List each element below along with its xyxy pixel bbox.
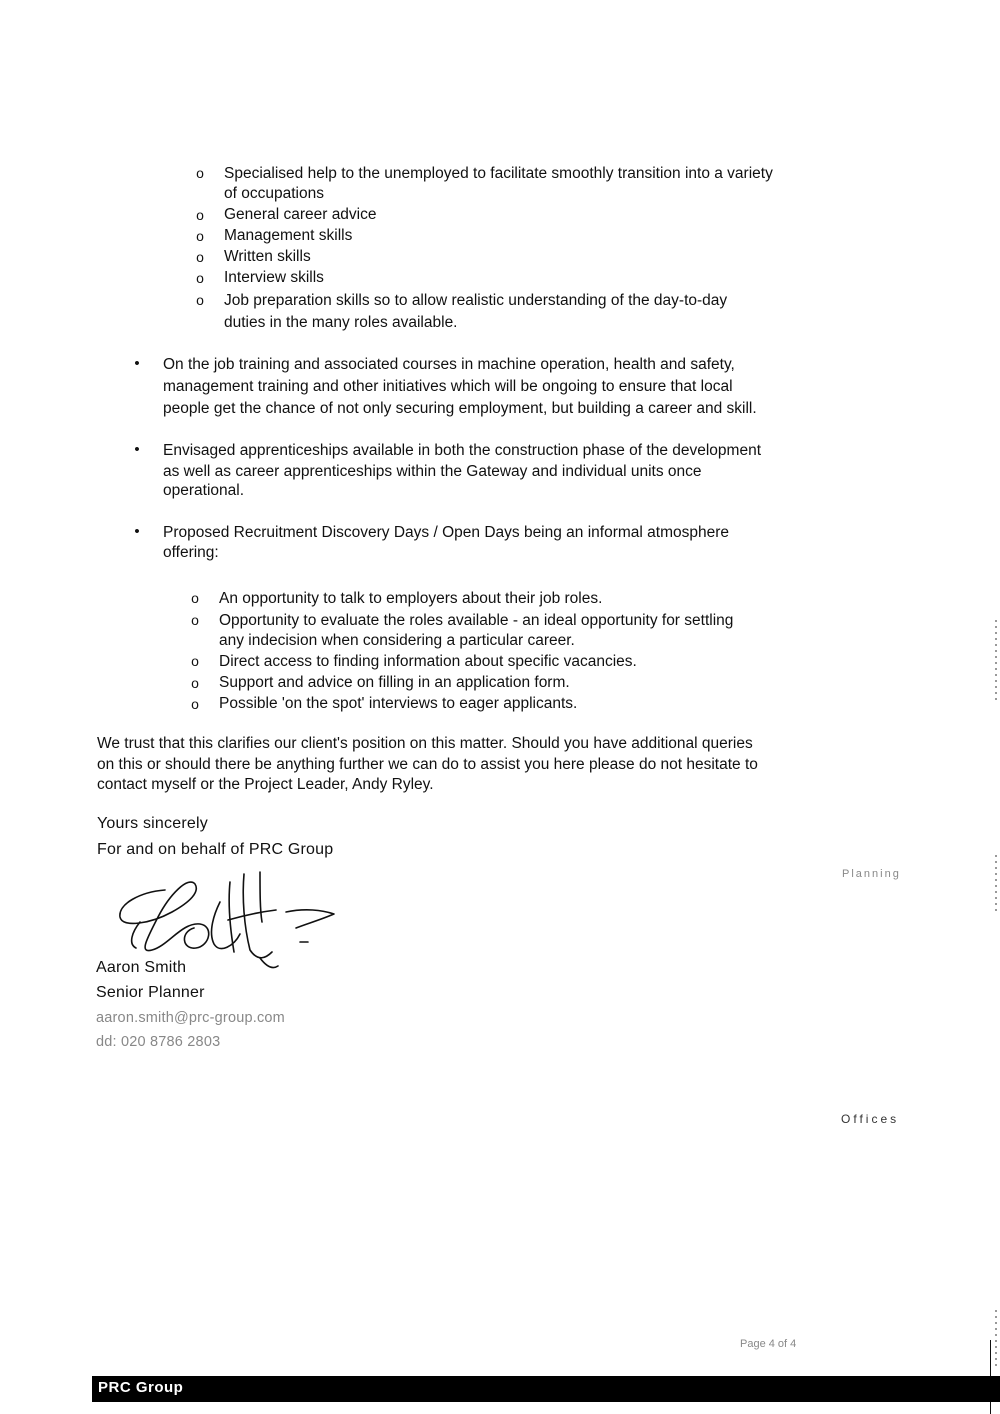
list-marker: o	[191, 590, 199, 606]
list-marker: o	[196, 270, 204, 286]
list-item-text: Support and advice on filling in an application form.	[219, 674, 570, 691]
signatory-title: Senior Planner	[96, 984, 205, 1001]
bullet-marker: •	[134, 441, 140, 458]
list-item-text: Job preparation skills so to allow realistic understanding of the day-to-day	[224, 292, 728, 309]
list-item-text: any indecision when considering a particular career.	[219, 632, 575, 649]
page-number: Page 4 of 4	[740, 1338, 797, 1350]
scan-artifact	[995, 855, 997, 915]
list-marker: o	[196, 249, 204, 265]
paragraph-line: contact myself or the Project Leader, Andy Ryley.	[97, 776, 434, 793]
list-item-text: Possible 'on the spot' interviews to eager applicants.	[219, 695, 578, 712]
bullet-text: as well as career apprenticeships within the Gateway and individual units once	[163, 463, 702, 480]
scan-artifact	[995, 620, 997, 700]
list-marker: o	[191, 653, 199, 669]
bullet-text: offering:	[163, 544, 219, 561]
list-item-text: duties in the many roles available.	[224, 314, 458, 331]
list-item-text: An opportunity to talk to employers about their job roles.	[219, 590, 603, 607]
footer-brand: PRC Group	[98, 1379, 184, 1396]
list-item-text: of occupations	[224, 185, 324, 202]
margin-label-offices: Offices	[841, 1112, 900, 1126]
signatory-email[interactable]: aaron.smith@prc-group.com	[96, 1010, 285, 1026]
list-item-text: Specialised help to the unemployed to facilitate smoothly transition into a variety	[224, 165, 773, 182]
paragraph-line: on this or should there be anything further we can do to assist you here please do not hesitate to	[97, 756, 758, 773]
list-marker: o	[191, 612, 199, 628]
signatory-phone: dd: 020 8786 2803	[96, 1034, 221, 1050]
signoff-line: For and on behalf of PRC Group	[97, 841, 334, 858]
footer-bar	[92, 1376, 1000, 1402]
bullet-text: On the job training and associated courses in machine operation, health and safety,	[163, 356, 735, 373]
bullet-marker: •	[134, 523, 140, 540]
signatory-name: Aaron Smith	[96, 959, 187, 976]
list-item-text: General career advice	[224, 206, 377, 223]
margin-label-planning: Planning	[842, 868, 901, 880]
list-item-text: Written skills	[224, 248, 311, 265]
scan-artifact	[995, 1310, 997, 1370]
list-marker: o	[196, 165, 204, 181]
list-item-text: Interview skills	[224, 269, 324, 286]
bullet-text: people get the chance of not only securing employment, but building a career and skill.	[163, 400, 757, 417]
list-marker: o	[191, 696, 199, 712]
bullet-marker: •	[134, 355, 140, 372]
paragraph-line: We trust that this clarifies our client's position on this matter. Should you have additional queries	[97, 735, 753, 752]
list-item-text: Management skills	[224, 227, 353, 244]
list-item-text: Direct access to finding information about specific vacancies.	[219, 653, 637, 670]
bullet-text: operational.	[163, 482, 245, 499]
list-item-text: Opportunity to evaluate the roles available - an ideal opportunity for settling	[219, 612, 734, 629]
list-marker: o	[196, 228, 204, 244]
signoff-line: Yours sincerely	[97, 815, 208, 832]
bullet-text: Proposed Recruitment Discovery Days / Open Days being an informal atmosphere	[163, 524, 730, 541]
list-marker: o	[196, 207, 204, 223]
list-marker: o	[191, 675, 199, 691]
list-marker: o	[196, 292, 204, 308]
bullet-text: management training and other initiatives which will be ongoing to ensure that local	[163, 378, 733, 395]
bullet-text: Envisaged apprenticeships available in both the construction phase of the development	[163, 442, 762, 459]
